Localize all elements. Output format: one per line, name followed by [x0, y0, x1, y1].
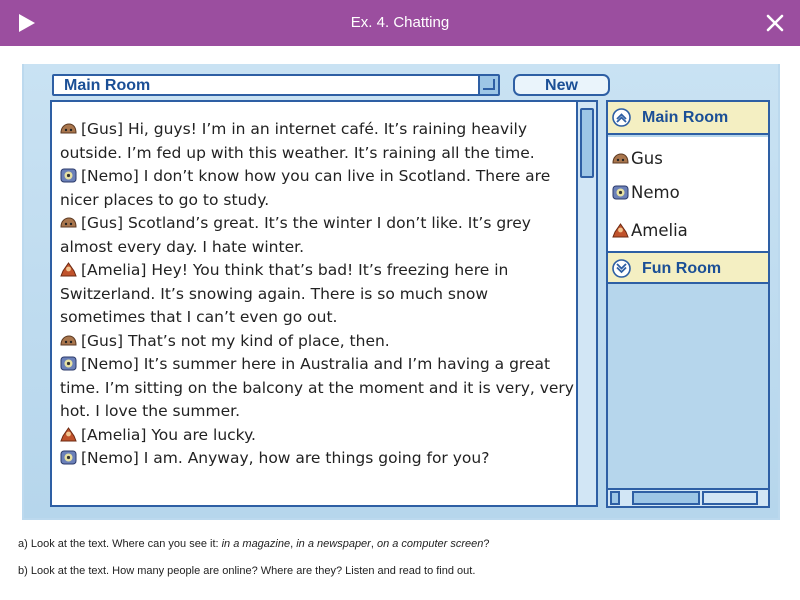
chat-message-text: Hey! You think that’s bad! It’s freezing here in Switzerland. It’s snowing again. There is so much snow sometimes that I can’t even go out. — [60, 261, 509, 326]
scroll-track[interactable] — [702, 491, 758, 505]
nemo-avatar-icon — [60, 356, 77, 371]
amelia-avatar-icon — [612, 223, 629, 238]
chat-message-text: That’s not my kind of place, then. — [123, 331, 390, 350]
chat-messages-panel — [50, 100, 578, 507]
gus-avatar-icon — [60, 121, 77, 136]
room-fun-label: Fun Room — [642, 260, 722, 277]
chat-message — [60, 165, 576, 212]
chat-message-user: [Amelia] — [81, 261, 147, 279]
user-name: Amelia — [631, 221, 688, 240]
room-select[interactable] — [52, 74, 500, 96]
chat-message-text: I don’t know how you can live in Scotland. There are nicer places to go to study. — [60, 167, 551, 209]
chat-message — [60, 259, 576, 330]
chat-message — [60, 424, 576, 448]
page-title: Ex. 4. Chatting — [350, 14, 450, 31]
chat-message-text: Hi, guys! I’m in an internet café. It’s raining heavily outside. I’m fed up with this weather. It’s raining all the time. — [60, 120, 535, 162]
chat-message-text: You are lucky. — [146, 425, 256, 444]
question-a: a) Look at the text. Where can you see it: in a magazine, in a newspaper, on a computer screen? — [18, 538, 490, 550]
nemo-avatar-icon — [60, 168, 77, 183]
chat-message — [60, 212, 576, 259]
nemo-avatar-icon — [60, 450, 77, 465]
user-nemo[interactable] — [612, 183, 680, 202]
chat-message-text: It’s summer here in Australia and I’m having a great time. I’m sitting on the balcony at the moment and it is very, very hot. I love the summer. — [60, 355, 574, 420]
question-b: b) Look at the text. How many people are online? Where are they? Listen and read to find out. — [18, 565, 476, 577]
gus-avatar-icon — [612, 151, 629, 166]
chat-message-user: [Gus] — [81, 214, 124, 232]
top-bar — [0, 0, 800, 46]
chat-message-user: [Nemo] — [81, 449, 139, 467]
room-select-value: Main Room — [64, 77, 151, 94]
chat-message-user: [Nemo] — [81, 167, 139, 185]
chat-message — [60, 118, 576, 165]
gus-avatar-icon — [60, 333, 77, 348]
close-icon[interactable] — [766, 14, 784, 32]
chat-message — [60, 447, 576, 471]
chat-message-text: I am. Anyway, how are things going for you? — [138, 449, 490, 467]
new-button[interactable]: New — [513, 74, 610, 96]
room-main[interactable] — [608, 102, 768, 135]
chat-scrollbar[interactable] — [578, 100, 598, 507]
chat-message — [60, 353, 576, 424]
nemo-avatar-icon — [612, 185, 629, 200]
gus-avatar-icon — [60, 215, 77, 230]
user-amelia[interactable] — [612, 221, 688, 240]
chat-message-list — [60, 118, 576, 471]
scroll-left-cap[interactable] — [610, 491, 620, 505]
sidebar-scrollbar-thumb[interactable] — [632, 491, 700, 505]
room-main-label: Main Room — [642, 109, 729, 126]
chat-message-user: [Gus] — [81, 120, 124, 138]
amelia-avatar-icon — [60, 262, 77, 277]
user-name: Nemo — [631, 183, 680, 202]
sidebar-horizontal-scrollbar[interactable] — [606, 488, 770, 508]
rooms-sidebar — [606, 100, 770, 507]
chat-message — [60, 330, 576, 354]
room-fun[interactable] — [608, 251, 768, 284]
user-name: Gus — [631, 149, 663, 168]
collapse-up-icon[interactable] — [612, 108, 631, 127]
dropdown-arrow-icon[interactable] — [478, 76, 498, 94]
user-gus[interactable] — [612, 149, 663, 168]
online-user-list — [608, 137, 768, 251]
chat-message-user: [Nemo] — [81, 355, 139, 373]
chat-message-user: [Gus] — [81, 331, 124, 350]
chat-message-text: Scotland’s great. It’s the winter I don’t like. It’s grey almost every day. I hate winter. — [60, 214, 531, 256]
chat-scrollbar-thumb[interactable] — [580, 108, 594, 178]
expand-down-icon[interactable] — [612, 259, 631, 278]
amelia-avatar-icon — [60, 427, 77, 442]
chat-message-user: [Amelia] — [81, 425, 147, 444]
